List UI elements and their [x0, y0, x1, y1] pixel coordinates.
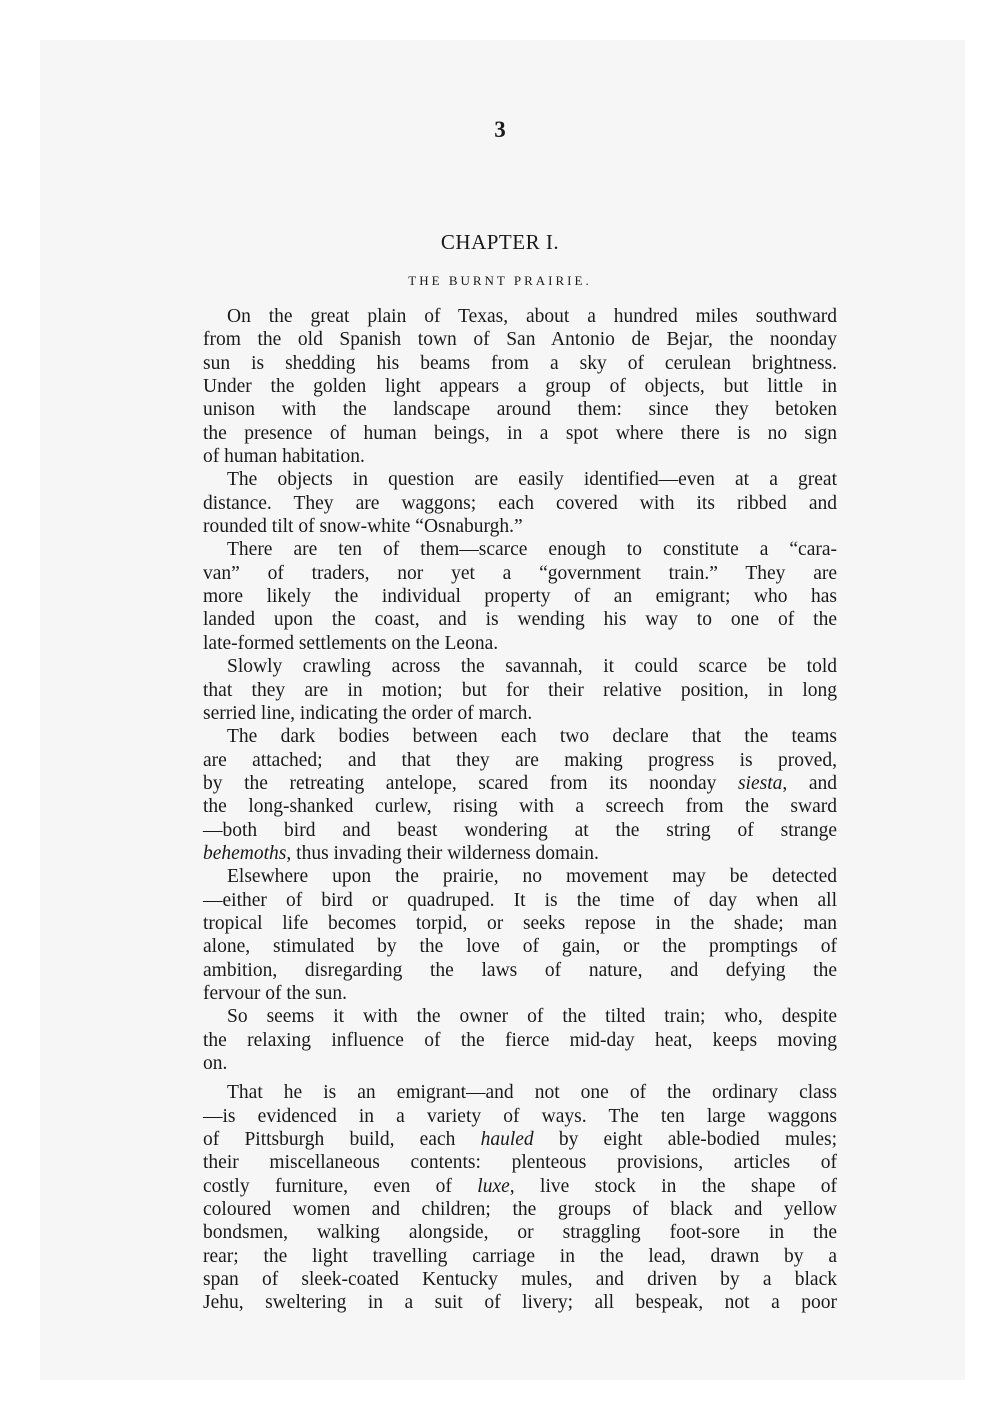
text-segment: by eight able-bodied mules;: [533, 1129, 837, 1151]
text-line: landed upon the coast, and is wending his way to one of the: [203, 609, 837, 631]
text-segment: of Pittsburgh build, each: [203, 1129, 481, 1151]
text-line: On the great plain of Texas, about a hundred miles southward: [227, 306, 837, 327]
text-line: There are ten of them—scarce enough to constitute a “cara-: [227, 539, 837, 561]
text-line: —either of bird or quadruped. It is the time of day when all: [203, 889, 837, 911]
page-number: 3: [494, 117, 506, 142]
text-line: rear; the light travelling carriage in the lead, drawn by a: [203, 1245, 837, 1267]
text-line: sun is shedding his beams from a sky of cerulean brightness.: [203, 352, 837, 374]
text-line: are attached; and that they are making progress is proved,: [203, 749, 837, 771]
italic-word: luxe: [477, 1175, 510, 1197]
text-line: of human habitation.: [203, 446, 365, 468]
italic-word: hauled: [480, 1129, 534, 1151]
text-line: The objects in question are easily identified—even at a great: [227, 469, 837, 491]
chapter-body: [203, 305, 837, 1315]
italic-word: behemoths: [203, 842, 287, 864]
text-line: [203, 1175, 837, 1198]
text-line: coloured women and children; the groups of black and yellow: [203, 1199, 837, 1221]
text-line: [203, 1128, 837, 1151]
text-line: late-formed settlements on the Leona.: [203, 632, 499, 654]
text-line: bondsmen, walking alongside, or straggling foot-sore in the: [203, 1222, 837, 1244]
text-line: on.: [203, 1053, 228, 1074]
text-line: tropical life becomes torpid, or seeks repose in the shade; man: [203, 912, 837, 934]
text-line: fervour of the sun.: [203, 982, 348, 1004]
text-line: rounded tilt of snow-white “Osnaburgh.”: [203, 516, 523, 538]
text-line: alone, stimulated by the love of gain, or the promptings of: [203, 936, 837, 958]
text-line: [203, 772, 837, 795]
text-line: —both bird and beast wondering at the string of strange: [203, 819, 837, 841]
text-line: more likely the individual property of an emigrant; who has: [203, 586, 837, 608]
italic-word: siesta: [737, 772, 783, 794]
text-line: ambition, disregarding the laws of nature, and defying the: [203, 959, 837, 981]
text-line: span of sleek-coated Kentucky mules, and driven by a black: [203, 1269, 837, 1291]
text-line: from the old Spanish town of San Antonio de Bejar, the noonday: [203, 329, 837, 351]
text-line: [203, 842, 837, 865]
text-line: Under the golden light appears a group of objects, but little in: [203, 376, 837, 398]
text-line: the presence of human beings, in a spot where there is no sign: [203, 422, 837, 444]
text-segment: , live stock in the shape of: [509, 1175, 837, 1197]
text-line: their miscellaneous contents: plenteous provisions, articles of: [203, 1152, 837, 1174]
text-segment: , thus invading their wilderness domain.: [286, 842, 599, 864]
text-line: serried line, indicating the order of march.: [203, 702, 533, 724]
text-line: That he is an emigrant—and not one of the ordinary class: [227, 1082, 837, 1104]
text-line: So seems it with the owner of the tilted train; who, despite: [227, 1006, 837, 1028]
text-line: Slowly crawling across the savannah, it could scarce be told: [227, 656, 837, 678]
text-line: Jehu, sweltering in a suit of livery; all bespeak, not a poor: [203, 1292, 837, 1314]
text-line: van” of traders, nor yet a “government train.” They are: [203, 562, 837, 584]
text-segment: by the retreating antelope, scared from its noonday: [203, 772, 738, 794]
text-line: the relaxing influence of the fierce mid-day heat, keeps moving: [203, 1029, 837, 1051]
text-line: the long-shanked curlew, rising with a screech from the sward: [203, 796, 837, 818]
chapter-title: CHAPTER I.: [440, 230, 560, 254]
text-line: Elsewhere upon the prairie, no movement may be detected: [227, 866, 837, 888]
text-line: distance. They are waggons; each covered with its ribbed and: [203, 492, 837, 514]
text-line: —is evidenced in a variety of ways. The ten large waggons: [203, 1105, 837, 1127]
text-line: unison with the landscape around them: since they betoken: [203, 399, 837, 421]
text-segment: costly furniture, even of: [203, 1175, 478, 1197]
text-line: that they are in motion; but for their relative position, in long: [203, 679, 837, 701]
text-line: The dark bodies between each two declare that the teams: [227, 726, 837, 748]
chapter-subtitle: THE BURNT PRAIRIE.: [408, 273, 592, 288]
text-segment: , and: [782, 772, 837, 794]
